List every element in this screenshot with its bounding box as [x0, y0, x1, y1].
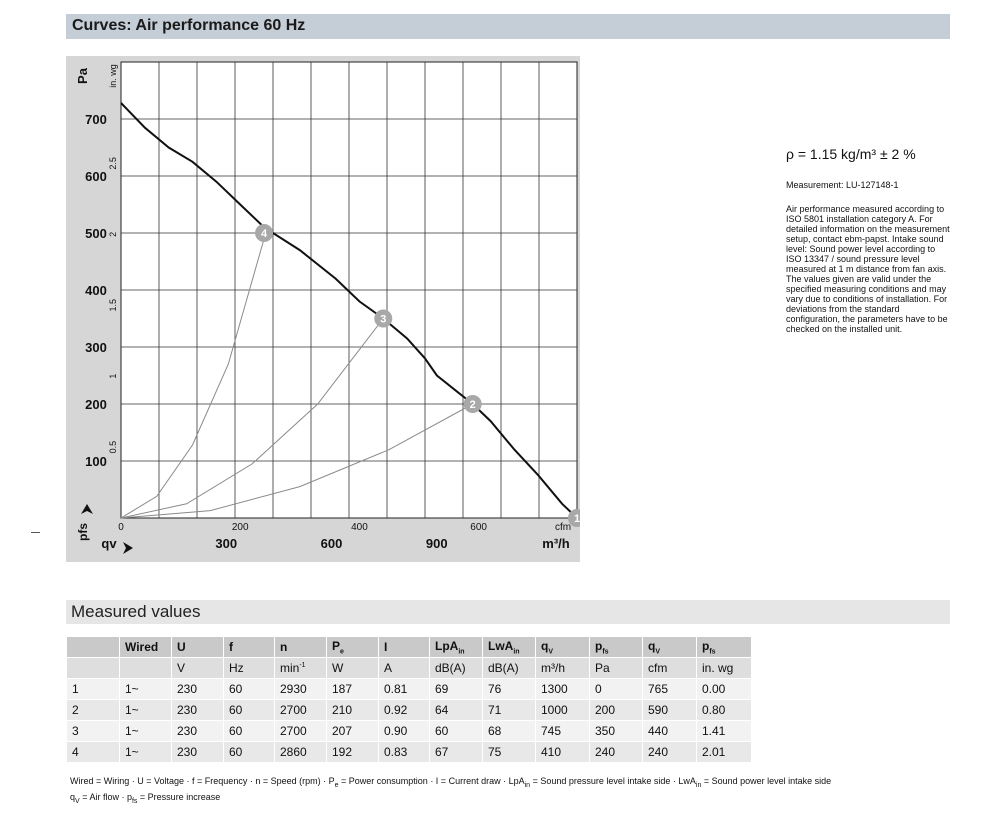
y-unit-inwg: in. wg	[108, 64, 118, 88]
table-cell: A	[379, 658, 429, 678]
table-cell: 1~	[120, 742, 171, 762]
table-row	[67, 700, 751, 720]
table-cell: 69	[430, 679, 482, 699]
x-unit-m3h: m³/h	[542, 536, 570, 551]
table-cell: 230	[172, 721, 223, 741]
table-cell: 1~	[120, 700, 171, 720]
table-cell: $p_{fs}$	[590, 637, 642, 657]
y-tick-label-inwg: 2.5	[108, 157, 118, 170]
margin-mark	[31, 532, 40, 533]
x-tick-label-cfm: 200	[231, 522, 249, 533]
table-cell: 1~	[120, 721, 171, 741]
flow-footnote: $q_V$ = Air flow · $p_{fs}$ = Pressure increase	[70, 792, 221, 805]
table-cell: 590	[643, 700, 696, 720]
measured-values-header	[66, 600, 950, 624]
air-density: ρ = 1.15 kg/m³ ± 2 %	[786, 146, 916, 162]
table-cell: 60	[224, 742, 274, 762]
y-tick-label-inwg: 1.5	[108, 298, 118, 312]
table-cell: cfm	[643, 658, 696, 678]
table-cell: 60	[430, 721, 482, 741]
table-cell: 207	[327, 721, 378, 741]
table-cell: 0	[590, 679, 642, 699]
x-tick-label-m3h: 300	[215, 536, 238, 551]
table-cell: 4	[67, 742, 119, 762]
table-cell: 2.01	[697, 742, 751, 762]
table-cell: 350	[590, 721, 642, 741]
table-cell: $\min^{-1}$	[275, 658, 326, 678]
x-tick-label-cfm: 400	[351, 522, 368, 533]
x-tick-label-m3h: 600	[320, 536, 343, 551]
operating-point-label: 1	[573, 513, 580, 525]
table-cell: 2700	[275, 721, 326, 741]
table-cell: 440	[643, 721, 696, 741]
table-cell: 1~	[120, 679, 171, 699]
x-axis-arrow	[123, 542, 133, 554]
x-tick-label-cfm: 600	[470, 522, 487, 533]
table-cell: 60	[224, 721, 274, 741]
table-cell: 3	[67, 721, 119, 741]
table-cell: 76	[483, 679, 535, 699]
table-units-row	[67, 658, 751, 678]
table-cell: 71	[483, 700, 535, 720]
table-cell: m³/h	[536, 658, 589, 678]
table-cell: 1.41	[697, 721, 751, 741]
table-cell: n	[275, 637, 326, 657]
table-cell: $P_e$	[327, 637, 378, 657]
table-cell: 68	[483, 721, 535, 741]
measured-values-title: Measured values	[71, 602, 201, 621]
y-tick-label-pa: 400	[85, 283, 107, 298]
table-cell: dB(A)	[483, 658, 535, 678]
table-cell: 1000	[536, 700, 589, 720]
table-header-row	[67, 637, 751, 657]
table-cell: 67	[430, 742, 482, 762]
table-cell	[67, 658, 119, 678]
table-cell: in. wg	[697, 658, 751, 678]
y-tick-label-pa: 100	[85, 454, 107, 469]
table-cell: 200	[590, 700, 642, 720]
table-cell: $q_V$	[643, 637, 696, 657]
page-title: Curves: Air performance 60 Hz	[72, 17, 306, 34]
table-cell: Wired	[120, 637, 171, 657]
table-cell: V	[172, 658, 223, 678]
table-cell: 1	[67, 679, 119, 699]
legend-footnote: Wired = Wiring · U = Voltage · f = Frequency · n = Speed $(rpm) \cdot P_e$ = Power consumption · I = Current draw · LpA$_{in}$ = Sound pressure level intake side · LwA$_{in}$ = Sound power level intake side	[70, 776, 832, 789]
table-cell: 2	[67, 700, 119, 720]
table-cell: 240	[643, 742, 696, 762]
table-row	[67, 742, 751, 762]
table-cell: W	[327, 658, 378, 678]
chart-svg	[66, 56, 580, 562]
table-cell: 64	[430, 700, 482, 720]
table-cell: I	[379, 637, 429, 657]
x-axis-label: qv	[101, 536, 117, 551]
table-cell: 210	[327, 700, 378, 720]
table-cell: 0.83	[379, 742, 429, 762]
table-cell: 0.92	[379, 700, 429, 720]
measurement-id: Measurement: LU-127148-1	[786, 180, 899, 190]
table-cell: U	[172, 637, 223, 657]
table-cell: 0.90	[379, 721, 429, 741]
table-row	[67, 679, 751, 699]
table-cell: 60	[224, 679, 274, 699]
y-tick-label-pa: 500	[85, 226, 107, 241]
y-tick-label-pa: 600	[85, 169, 107, 184]
table-cell: 0.81	[379, 679, 429, 699]
y-axis-label: pfs	[76, 523, 90, 541]
air-performance-chart	[66, 56, 580, 562]
table-row	[67, 721, 751, 741]
table-cell: 192	[327, 742, 378, 762]
y-tick-label-pa: 200	[85, 397, 107, 412]
table-cell: 230	[172, 679, 223, 699]
table-cell: 2930	[275, 679, 326, 699]
x-tick-label-cfm: 0	[118, 522, 124, 533]
table-cell: 765	[643, 679, 696, 699]
table-cell: 0.00	[697, 679, 751, 699]
table-cell: 187	[327, 679, 378, 699]
table-cell: 75	[483, 742, 535, 762]
table-cell: $p_{fs}$	[697, 637, 751, 657]
y-tick-label-inwg: 1	[108, 373, 118, 379]
table-cell: 230	[172, 742, 223, 762]
table-cell: f	[224, 637, 274, 657]
table-cell: 240	[590, 742, 642, 762]
operating-point-label: 4	[260, 228, 268, 240]
table-cell: Pa	[590, 658, 642, 678]
table-cell: 410	[536, 742, 589, 762]
table-cell: 2860	[275, 742, 326, 762]
table-cell: Hz	[224, 658, 274, 678]
table-cell: dB(A)	[430, 658, 482, 678]
y-axis-arrow	[81, 504, 93, 514]
table-cell: 230	[172, 700, 223, 720]
section-header	[66, 14, 950, 39]
x-tick-label-m3h: 900	[425, 536, 448, 551]
table-cell: LpA$_{in}$	[430, 637, 482, 657]
table-cell: 60	[224, 700, 274, 720]
x-unit-cfm: cfm	[554, 522, 572, 533]
y-tick-label-pa: 300	[85, 340, 107, 355]
measurement-description: Air performance measured according to ISO 5801 installation category A. For detailed information on the measurement setup, contact ebm-papst. Intake sound level: Sound power level according to ISO 13347 / sound pressure level measured at 1 m distance from fan axis. The values given are valid under the specified measuring conditions and may vary due to conditions of installation. For deviations from the standard configuration, the parameters have to be checked on the installed unit.	[786, 204, 950, 334]
y-tick-label-pa: 700	[85, 112, 107, 127]
y-tick-label-inwg: 0.5	[108, 440, 118, 454]
table-cell: $q_V$	[536, 637, 589, 657]
table-cell: 745	[536, 721, 589, 741]
operating-point-label: 2	[469, 399, 476, 411]
table-cell: 0.80	[697, 700, 751, 720]
table-cell: LwA$_{in}$	[483, 637, 535, 657]
measured-values-table	[66, 636, 752, 763]
table-cell	[120, 658, 171, 678]
table-cell: 2700	[275, 700, 326, 720]
y-tick-label-inwg: 2	[108, 231, 118, 237]
table-cell: 1300	[536, 679, 589, 699]
y-unit-pa: Pa	[75, 68, 90, 84]
operating-point-label: 3	[380, 313, 387, 326]
table-cell	[67, 637, 119, 657]
